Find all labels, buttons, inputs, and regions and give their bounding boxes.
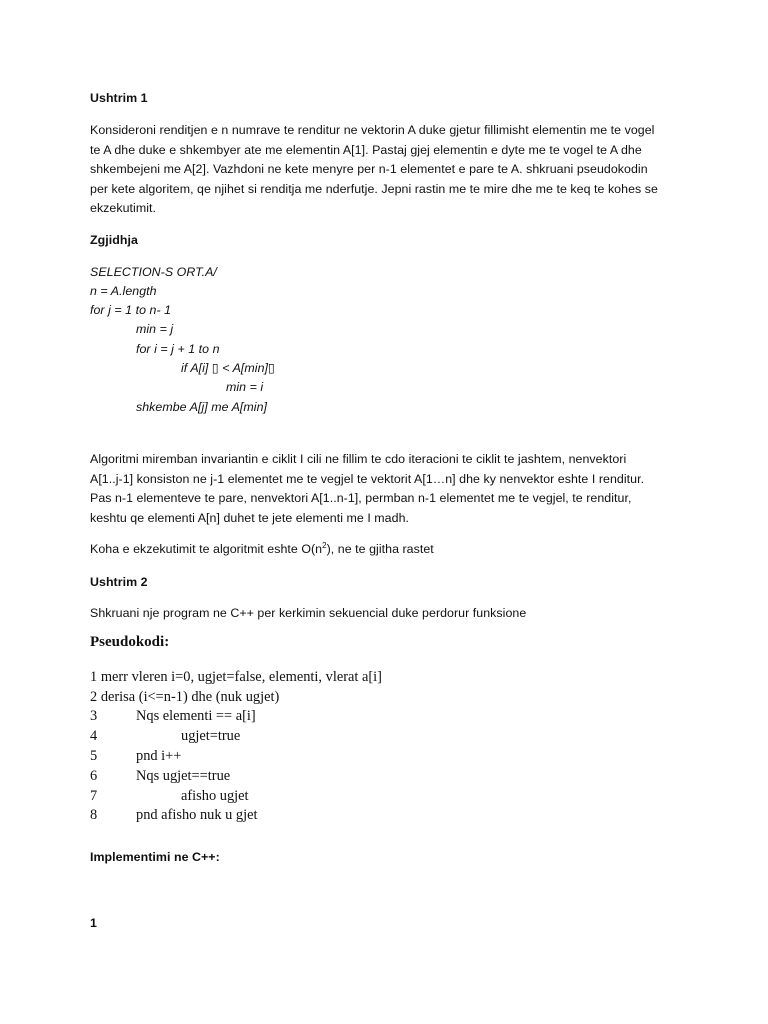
line-text: Nqs elementi == a[i]	[136, 708, 256, 724]
code-line: for j = 1 to n- 1	[90, 303, 172, 317]
pseudo-line	[90, 669, 382, 686]
exercise-1-heading: Ushtrim 1	[90, 91, 148, 105]
line-text: pnd afisho nuk u gjet	[136, 807, 258, 823]
exercise-2-statement: Shkruani nje program ne C++ per kerkimin sekuencial duke perdorur funksione	[90, 606, 527, 620]
statement-line: ekzekutimit.	[90, 201, 157, 215]
line-number: 2	[90, 689, 98, 705]
code-line: for i = j + 1 to n	[136, 342, 220, 356]
code-line: SELECTION-S ORT.A/	[90, 265, 217, 279]
solution-heading: Zgjidhja	[90, 233, 138, 247]
statement-line: te A dhe duke e shkembyer ate me elementin A[1]. Pastaj gjej elementin e dyte me te vogel te A dhe	[90, 142, 642, 157]
line-text: derisa (i<=n-1) dhe (nuk ugjet)	[100, 689, 280, 705]
complexity-statement	[90, 540, 434, 560]
code-line: min = i	[226, 380, 264, 394]
pseudocode-heading: Pseudokodi:	[90, 634, 170, 650]
explanation-line: Algoritmi miremban invariantin e ciklit I cili ne fillim te cdo iteracioni te ciklit te jashtem, nenvektori	[90, 452, 627, 466]
line-text: ugjet=true	[181, 728, 241, 744]
line-number: 3	[90, 708, 98, 724]
line-number: 8	[90, 807, 98, 823]
line-text: merr vleren i=0, ugjet=false, elementi, vlerat a[i]	[100, 669, 382, 685]
line-text: afisho ugjet	[181, 788, 249, 804]
code-line: n = A.length	[90, 284, 157, 298]
complexity-text: Koha e ekzekutimit te algoritmit eshte O(n	[90, 542, 323, 556]
implementation-heading: Implementimi ne C++:	[90, 850, 220, 864]
code-line: if A[i] ▯ < A[min]▯	[181, 361, 275, 375]
line-number: 4	[90, 728, 98, 744]
explanation-line: Pas n-1 elementeve te pare, nenvektori A[1..n-1], permban n-1 elementet me te vegjel, te renditur,	[90, 491, 632, 505]
complexity-exponent: 2	[322, 541, 327, 550]
pseudo-line	[90, 689, 279, 706]
statement-line: per kete algoritem, qe njihet si renditja me nderfutje. Jepni rastin me te mire dhe me te keq te kohes se	[90, 181, 658, 196]
line-number: 5	[90, 748, 98, 764]
exercise-2-heading: Ushtrim 2	[90, 575, 148, 589]
line-number: 1	[90, 669, 98, 685]
line-number: 7	[90, 788, 98, 804]
page-number: 1	[90, 916, 97, 930]
exercise-1-statement	[90, 121, 690, 219]
statement-line: shkembejeni me A[2]. Vazhdoni ne kete menyre per n-1 elementet e pare te A. shkruani pseudokodin	[90, 162, 648, 176]
complexity-text-end: ), ne te gjitha rastet	[326, 542, 434, 556]
explanation-line: keshtu qe elementi A[n] duhet te jete elementi me I madh.	[90, 510, 409, 525]
invariant-explanation	[90, 450, 690, 528]
code-line: min = j	[136, 322, 174, 336]
explanation-line: A[1..j-1] konsiston ne j-1 elementet me te vegjel te vektorit A[1…n] dhe ky nenvektor eshte I renditur.	[90, 471, 645, 486]
line-text: Nqs ugjet==true	[136, 768, 231, 784]
code-line: shkembe A[j] me A[min]	[136, 400, 268, 414]
line-text: pnd i++	[136, 748, 182, 764]
statement-line: Konsideroni renditjen e n numrave te renditur ne vektorin A duke gjetur fillimisht elementin me te vogel	[90, 123, 655, 137]
line-number: 6	[90, 768, 98, 784]
